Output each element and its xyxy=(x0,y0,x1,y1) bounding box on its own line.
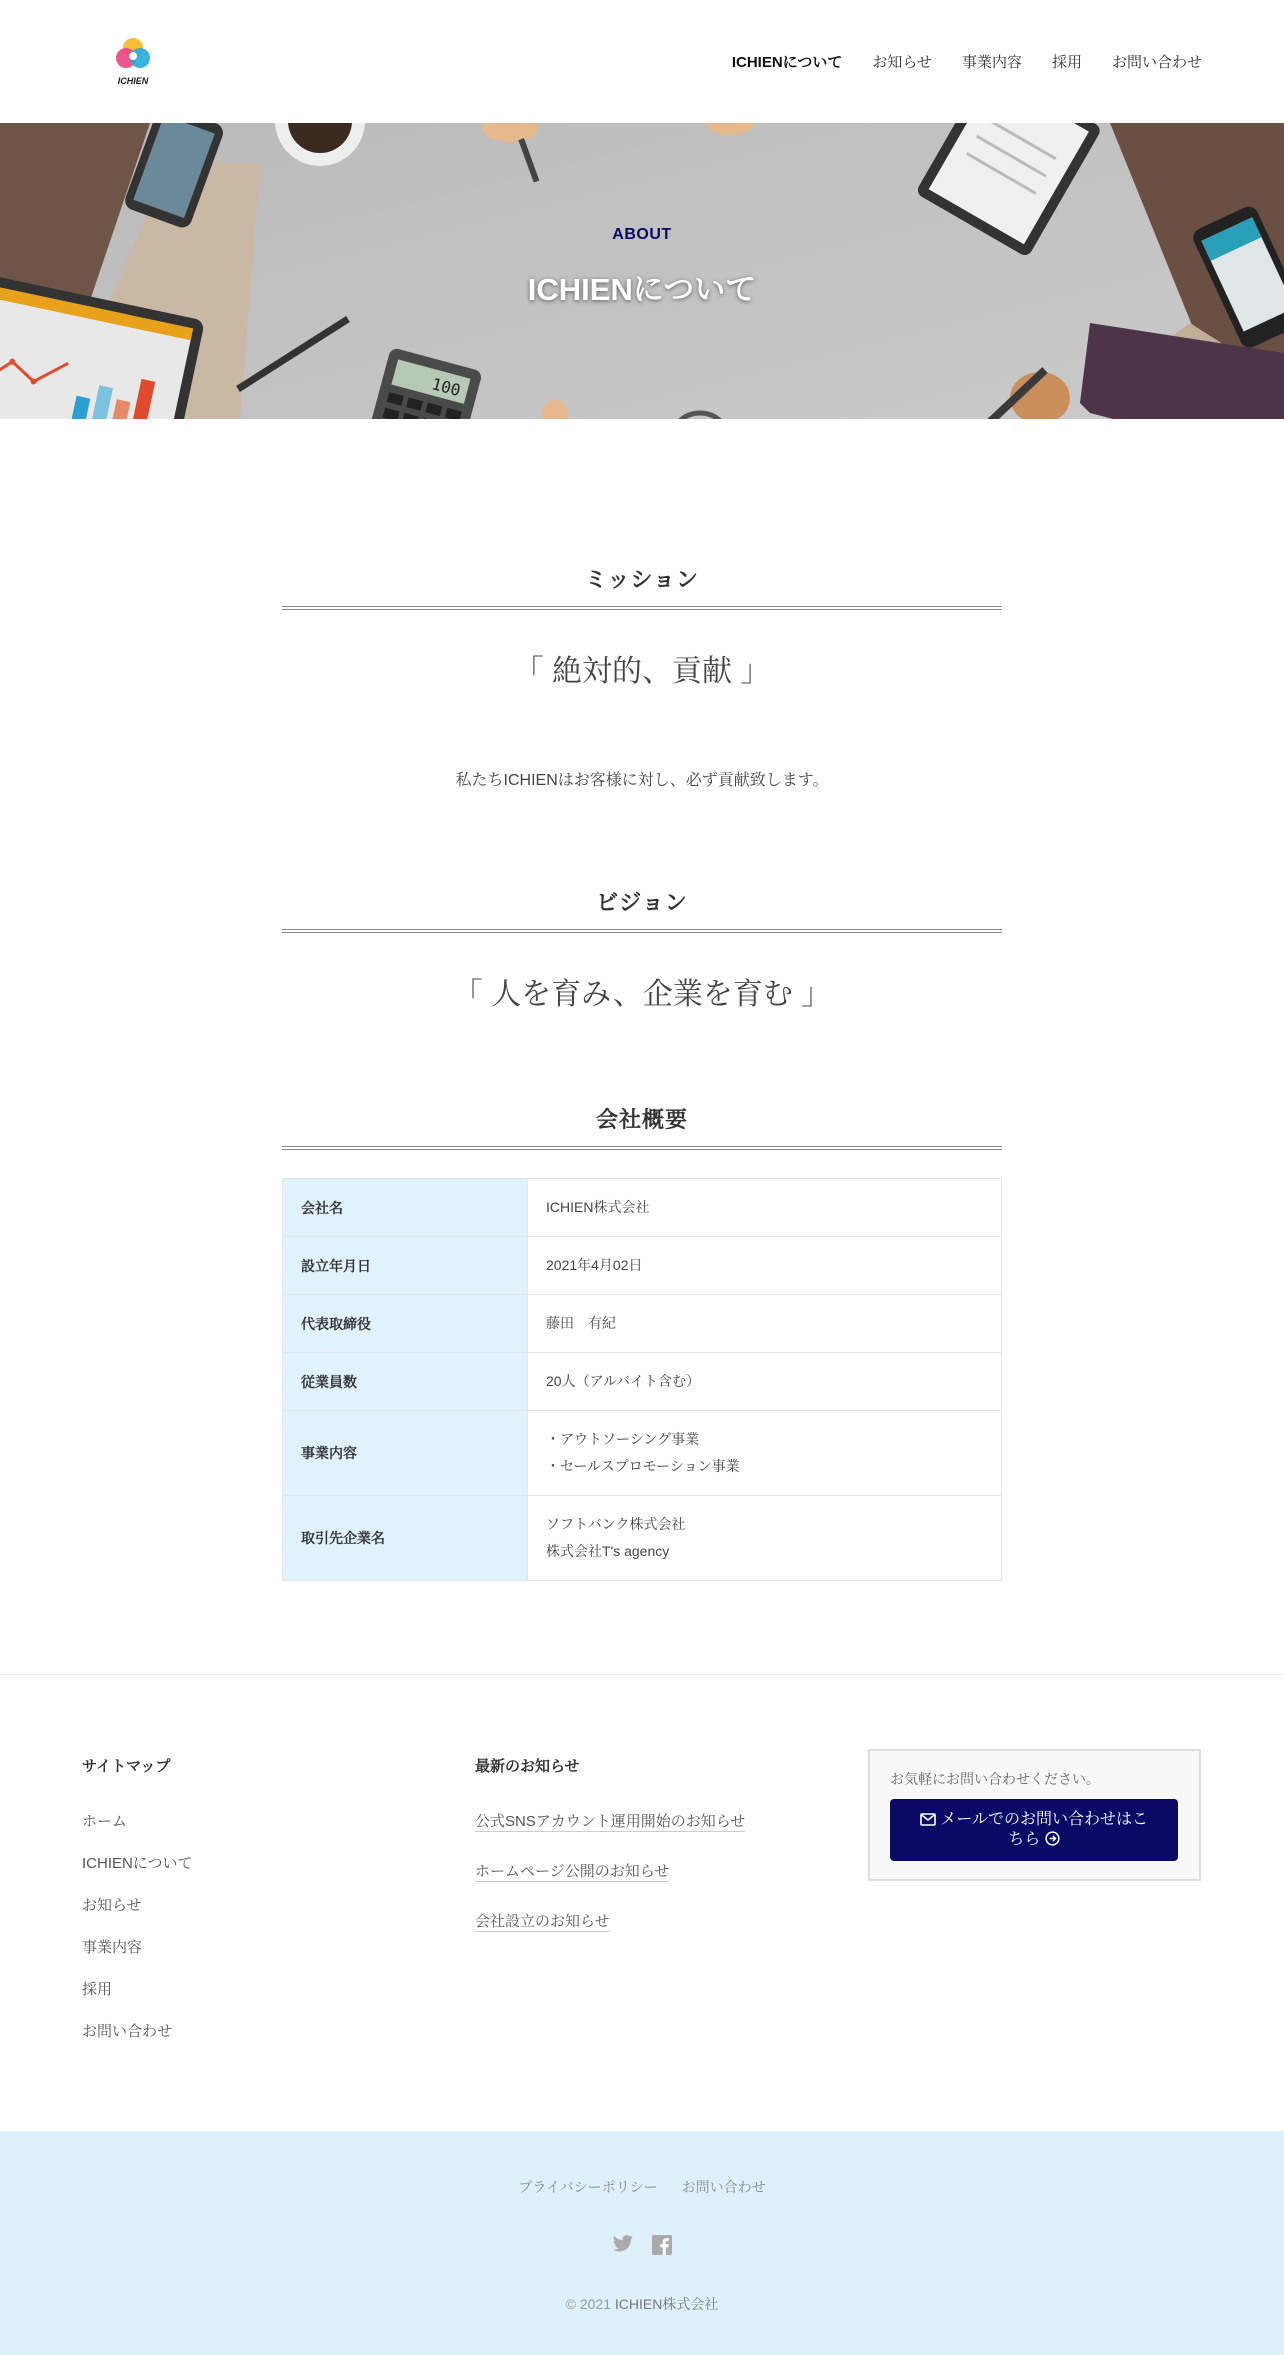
svg-text:100: 100 xyxy=(429,374,463,401)
contact-lead-text: お気軽にお問い合わせください。 xyxy=(890,1771,1100,1787)
mail-contact-button-label: メールでのお問い合わせはこちら xyxy=(940,1811,1149,1848)
company-overview-table xyxy=(282,1178,1002,1581)
row-value-line: ・アウトソーシング事業 xyxy=(546,1431,700,1447)
row-label: 事業内容 xyxy=(283,1411,528,1496)
sitemap-widget xyxy=(82,1755,475,2131)
contact-widget xyxy=(868,1755,1201,2131)
hero-banner xyxy=(0,123,1284,419)
row-label: 設立年月日 xyxy=(283,1237,528,1295)
sitemap-item-about[interactable]: ICHIENについて xyxy=(82,1855,193,1872)
row-value: 藤田 有紀 xyxy=(528,1295,1002,1353)
social-links xyxy=(0,2235,1284,2260)
footer-widgets xyxy=(0,1674,1284,2131)
copyright-year: © 2021 xyxy=(565,2296,611,2312)
nav-item-business[interactable]: 事業内容 xyxy=(961,54,1022,71)
vision-catchphrase: 「 人を育み、企業を育む 」 xyxy=(452,978,832,1011)
row-label: 取引先企業名 xyxy=(283,1496,528,1581)
footer-contact-link[interactable]: お問い合わせ xyxy=(681,2179,766,2195)
row-label: 代表取締役 xyxy=(283,1295,528,1353)
table-row xyxy=(283,1295,1002,1353)
table-row xyxy=(283,1411,1002,1496)
mission-catchphrase: 「 絶対的、貢献 」 xyxy=(513,655,771,688)
vision-section xyxy=(282,886,1002,1013)
copyright xyxy=(0,2294,1284,2314)
sitemap-list xyxy=(82,1810,475,2062)
row-label: 従業員数 xyxy=(283,1353,528,1411)
mission-section xyxy=(282,563,1002,790)
mission-description: 私たちICHIENはお客様に対し、必ず貢献致します。 xyxy=(455,772,829,789)
envelope-icon xyxy=(920,1813,936,1826)
row-value-line: ソフトバンク株式会社 xyxy=(546,1516,686,1532)
arrow-circle-right-icon xyxy=(1045,1831,1060,1846)
row-value xyxy=(528,1496,1002,1581)
sitemap-item-recruit[interactable]: 採用 xyxy=(82,1981,113,1998)
hero-subtitle: ABOUT xyxy=(612,225,672,243)
row-value: ICHIEN株式会社 xyxy=(528,1179,1002,1237)
latest-news-title: 最新のお知らせ xyxy=(475,1758,580,1775)
twitter-icon xyxy=(612,2235,634,2253)
hero-text xyxy=(0,123,1284,419)
mail-contact-button[interactable] xyxy=(890,1799,1178,1861)
news-list xyxy=(475,1810,868,1960)
privacy-policy-link[interactable]: プライバシーポリシー xyxy=(518,2179,658,2195)
news-link[interactable]: 会社設立のお知らせ xyxy=(475,1913,610,1930)
table-row xyxy=(283,1496,1002,1581)
news-link[interactable]: ホームページ公開のお知らせ xyxy=(475,1863,670,1880)
main-content xyxy=(282,419,1002,1674)
company-section xyxy=(282,1103,1002,1581)
facebook-link[interactable] xyxy=(652,2235,672,2260)
list-item xyxy=(475,1910,868,1960)
nav-item-contact[interactable]: お問い合わせ xyxy=(1111,54,1202,71)
facebook-icon xyxy=(652,2235,672,2255)
svg-text:ICHIEN: ICHIEN xyxy=(117,75,149,86)
page-title: ICHIENについて xyxy=(527,271,757,307)
site-header xyxy=(0,0,1284,123)
mission-heading: ミッション xyxy=(282,563,1002,610)
row-value-line: ・セールスプロモーション事業 xyxy=(546,1458,740,1474)
row-value: 2021年4月02日 xyxy=(528,1237,1002,1295)
footer-links xyxy=(0,2177,1284,2197)
list-item xyxy=(475,1810,868,1860)
twitter-link[interactable] xyxy=(612,2235,634,2260)
row-label: 会社名 xyxy=(283,1179,528,1237)
main-nav xyxy=(732,51,1202,72)
nav-item-recruit[interactable]: 採用 xyxy=(1051,54,1082,71)
latest-news-widget xyxy=(475,1755,868,2131)
table-row xyxy=(283,1237,1002,1295)
table-row xyxy=(283,1179,1002,1237)
table-row xyxy=(283,1353,1002,1411)
sitemap-item-contact[interactable]: お問い合わせ xyxy=(82,2023,173,2040)
contact-box xyxy=(868,1749,1201,1881)
bottom-footer xyxy=(0,2131,1284,2355)
site-logo-link[interactable] xyxy=(112,34,154,90)
nav-item-about[interactable]: ICHIENについて xyxy=(731,54,843,71)
row-value-line: 株式会社T's agency xyxy=(546,1543,670,1559)
news-link[interactable]: 公式SNSアカウント運用開始のお知らせ xyxy=(475,1813,746,1830)
row-value xyxy=(528,1411,1002,1496)
sitemap-item-home[interactable]: ホーム xyxy=(82,1813,128,1830)
vision-heading: ビジョン xyxy=(282,886,1002,933)
copyright-company-link[interactable]: ICHIEN株式会社 xyxy=(614,2296,719,2312)
list-item xyxy=(475,1860,868,1910)
nav-item-news[interactable]: お知らせ xyxy=(872,54,932,71)
sitemap-item-news[interactable]: お知らせ xyxy=(82,1897,142,1914)
ichien-logo xyxy=(112,34,154,90)
sitemap-title: サイトマップ xyxy=(82,1758,171,1775)
sitemap-item-business[interactable]: 事業内容 xyxy=(82,1939,143,1956)
company-heading: 会社概要 xyxy=(282,1103,1002,1150)
row-value: 20人（アルバイト含む） xyxy=(528,1353,1002,1411)
